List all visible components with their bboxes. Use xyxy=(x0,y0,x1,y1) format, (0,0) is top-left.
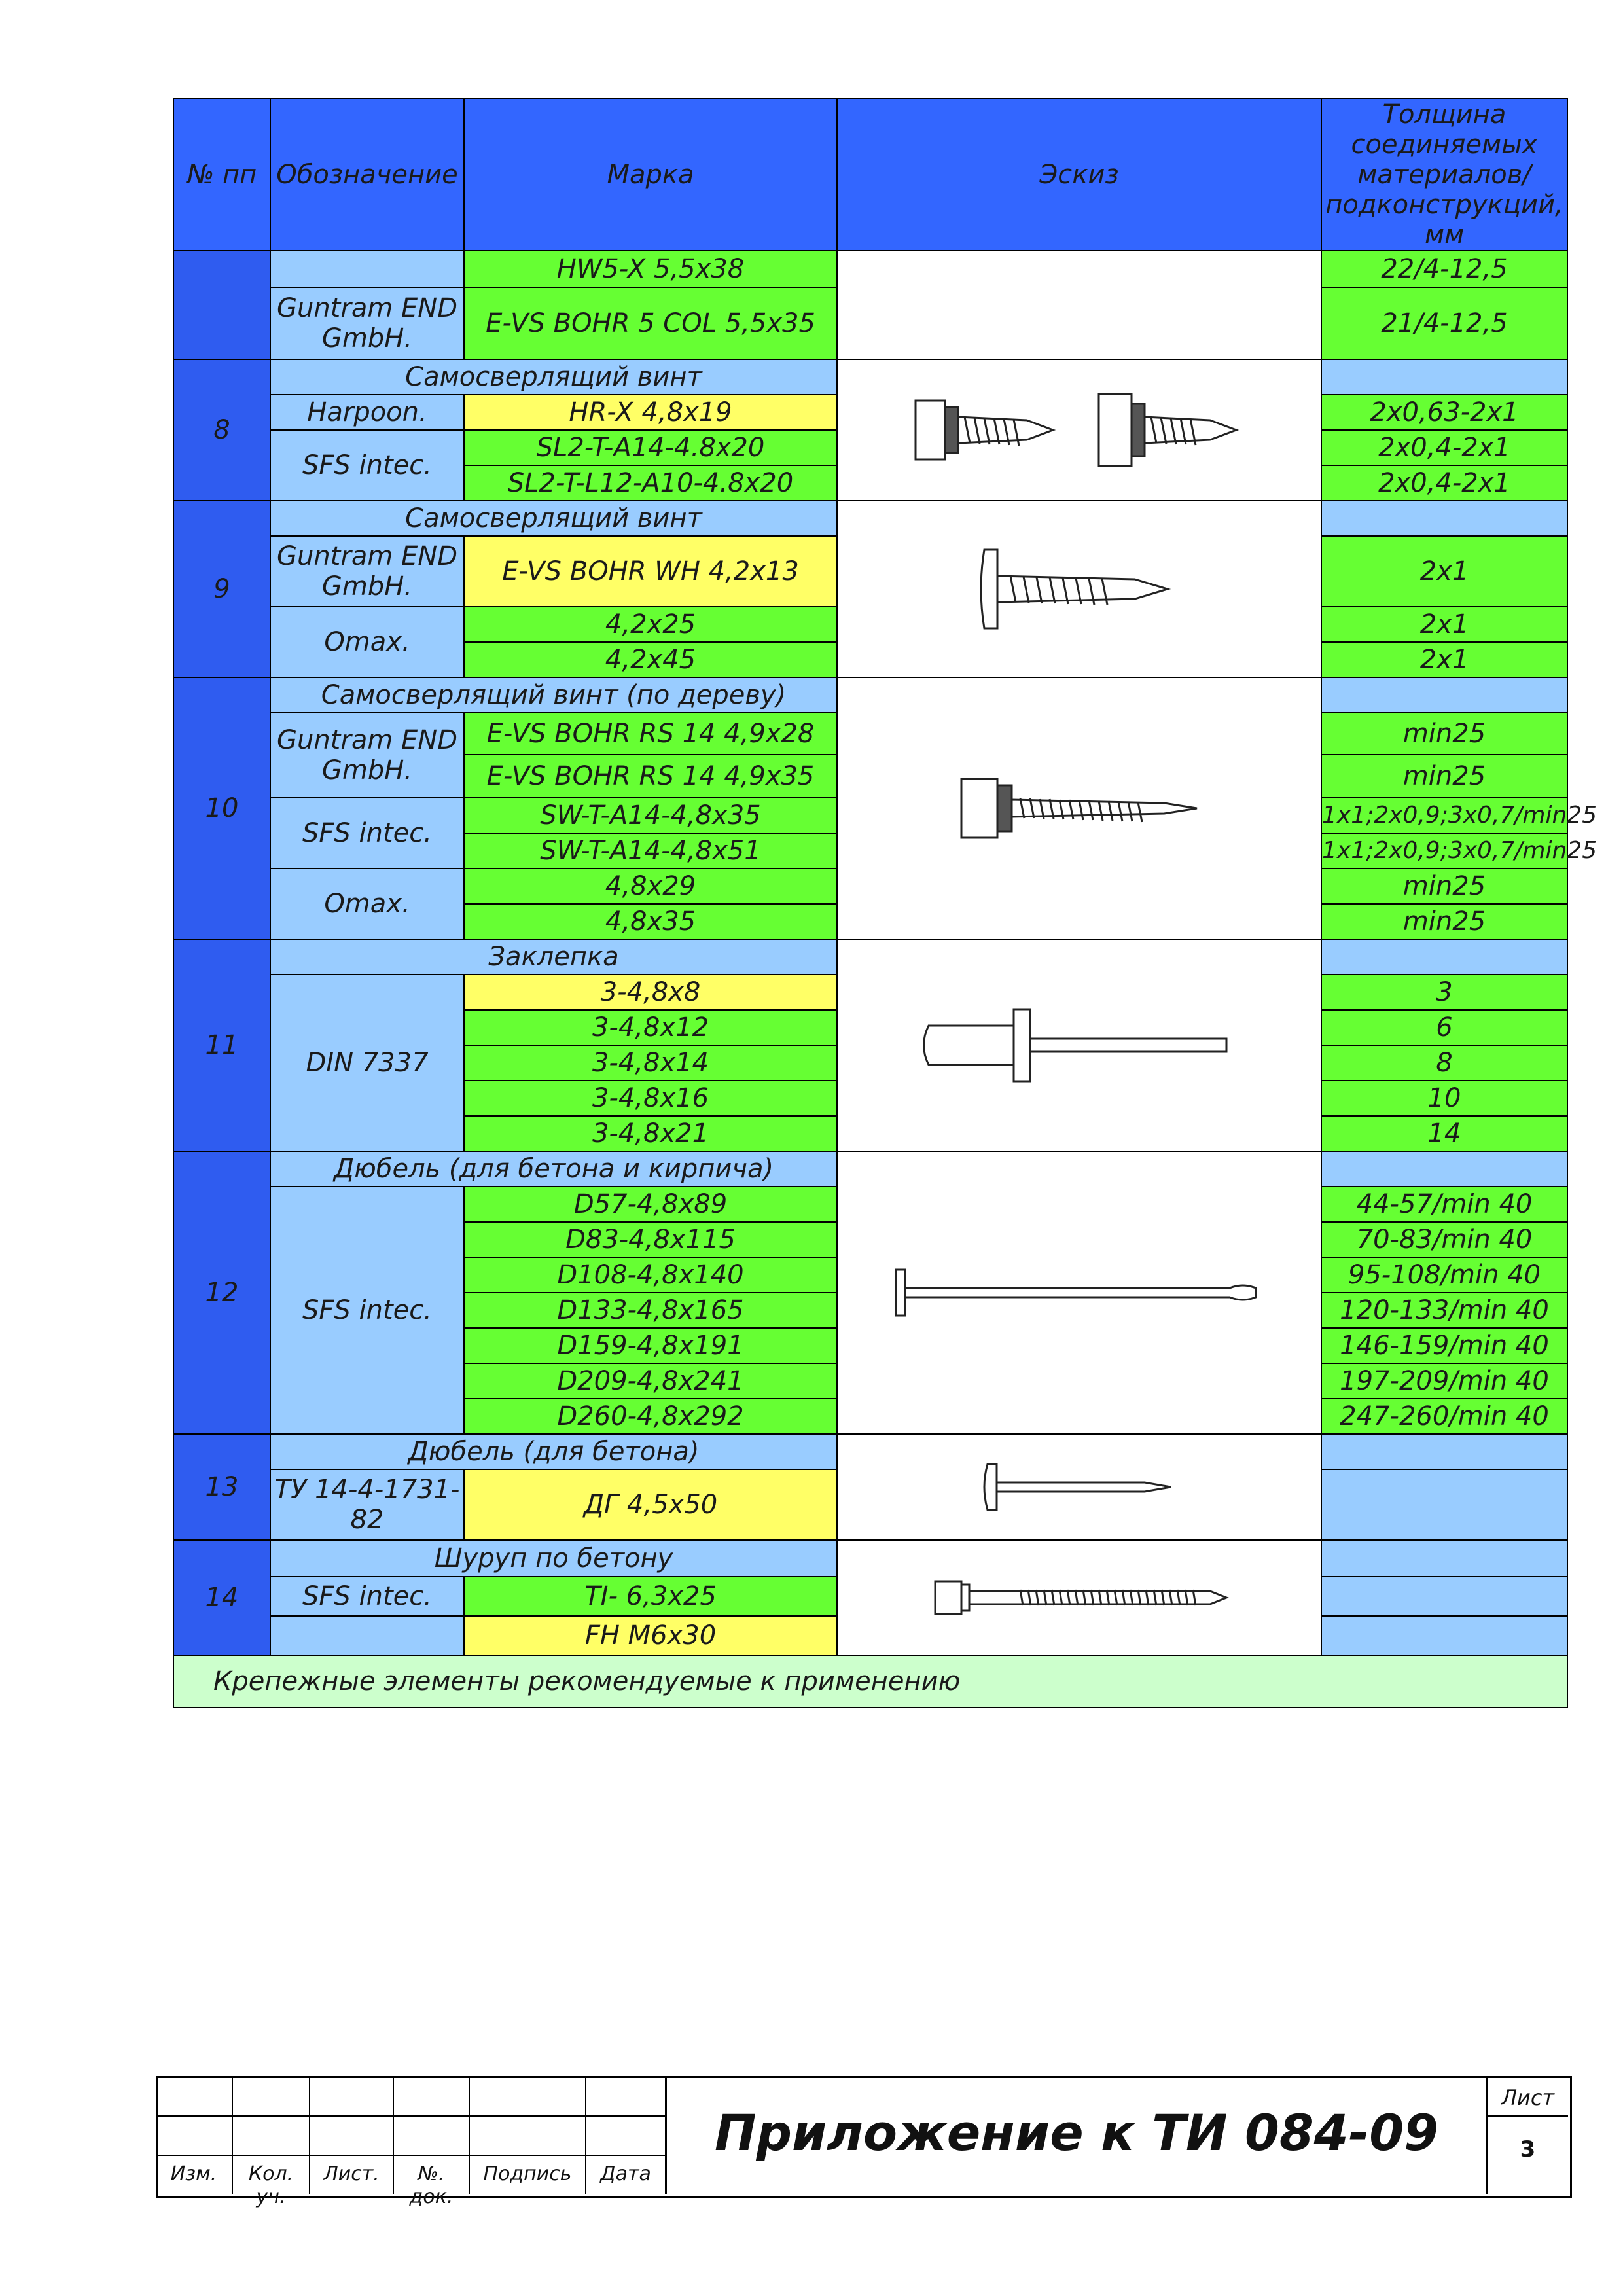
thickness-cell: 10 xyxy=(1321,1081,1567,1116)
brand-cell: ДГ 4,5x50 xyxy=(464,1469,837,1540)
thickness-cell: 1x1;2x0,9;3x0,7/min25 xyxy=(1321,833,1567,869)
thickness-cell xyxy=(1321,359,1567,395)
thickness-cell: 6 xyxy=(1321,1010,1567,1045)
brand-cell: FH M6x30 xyxy=(464,1616,837,1655)
thickness-cell: 2x0,4-2x1 xyxy=(1321,430,1567,465)
designation-cell: DIN 7337 xyxy=(270,975,464,1151)
brand-cell: 3-4,8x12 xyxy=(464,1010,837,1045)
row-num: 14 xyxy=(173,1540,270,1655)
brand-cell: HW5-X 5,5x38 xyxy=(464,251,837,287)
thickness-cell: 22/4-12,5 xyxy=(1321,251,1567,287)
brand-cell: 3-4,8x16 xyxy=(464,1081,837,1116)
brand-cell: E-VS BOHR RS 14 4,9x35 xyxy=(464,755,837,798)
legend-text: Крепежные элементы рекомендуемые к применению xyxy=(173,1655,1567,1708)
sheet-number: 3 xyxy=(1520,2136,1536,2162)
col-date: Дата xyxy=(600,2162,651,2185)
thickness-cell xyxy=(1321,1616,1567,1655)
group-title: Самосверлящий винт xyxy=(270,359,837,395)
designation-cell: SFS intec. xyxy=(270,798,464,869)
group-title: Самосверлящий винт xyxy=(270,501,837,536)
thickness-cell: 2x0,4-2x1 xyxy=(1321,465,1567,501)
header-thickness: Толщина соединяемых материалов/подконструкций, мм xyxy=(1321,99,1567,251)
header-num: № пп xyxy=(173,99,270,251)
col-list: Лист. xyxy=(323,2162,380,2185)
wood-screw-icon xyxy=(948,753,1210,864)
col-signature: Подпись xyxy=(483,2162,572,2185)
brand-cell: D159-4,8x191 xyxy=(464,1328,837,1363)
row-num: 13 xyxy=(173,1434,270,1540)
brand-cell: SW-T-A14-4,8x35 xyxy=(464,798,837,833)
brand-cell: TI- 6,3x25 xyxy=(464,1577,837,1616)
col-izm: Изм. xyxy=(170,2162,217,2185)
table-row xyxy=(173,251,1567,287)
designation-cell xyxy=(270,251,464,287)
thickness-cell xyxy=(1321,1469,1567,1540)
designation-cell: SFS intec. xyxy=(270,1577,464,1616)
header-brand: Марка xyxy=(464,99,837,251)
brand-cell: D209-4,8x241 xyxy=(464,1363,837,1399)
thickness-cell: 2x1 xyxy=(1321,536,1567,607)
brand-cell: 4,2x25 xyxy=(464,607,837,642)
table-row xyxy=(173,677,1567,713)
designation-cell: Guntram END GmbH. xyxy=(270,713,464,798)
thickness-cell: 14 xyxy=(1321,1116,1567,1151)
thickness-cell: 1x1;2x0,9;3x0,7/min25 xyxy=(1321,798,1567,833)
table-row xyxy=(173,501,1567,536)
brand-cell: SW-T-A14-4,8x51 xyxy=(464,833,837,869)
thickness-cell: 247-260/min 40 xyxy=(1321,1399,1567,1434)
thickness-cell xyxy=(1321,1151,1567,1187)
thickness-cell: 146-159/min 40 xyxy=(1321,1328,1567,1363)
thickness-cell: 2x1 xyxy=(1321,607,1567,642)
brand-cell: D108-4,8x140 xyxy=(464,1257,837,1293)
brand-cell: 3-4,8x8 xyxy=(464,975,837,1010)
table-header-row xyxy=(173,99,1567,251)
thickness-cell: 70-83/min 40 xyxy=(1321,1222,1567,1257)
row-num: 10 xyxy=(173,677,270,939)
thickness-cell: min25 xyxy=(1321,713,1567,755)
thickness-cell xyxy=(1321,501,1567,536)
designation-cell: Guntram END GmbH. xyxy=(270,287,464,359)
brand-cell: E-VS BOHR WH 4,2x13 xyxy=(464,536,837,607)
document-title: Приложение к ТИ 084-09 xyxy=(715,2104,1438,2162)
group-title: Дюбель (для бетона) xyxy=(270,1434,837,1469)
thickness-cell: 2x0,63-2x1 xyxy=(1321,395,1567,430)
designation-cell: SFS intec. xyxy=(270,1187,464,1434)
sketch-cell xyxy=(837,251,1321,359)
brand-cell: 4,8x29 xyxy=(464,869,837,904)
concrete-screw-icon xyxy=(922,1565,1236,1630)
brand-cell: SL2-T-A14-4.8x20 xyxy=(464,430,837,465)
header-sketch: Эскиз xyxy=(837,99,1321,251)
designation-cell: Omax. xyxy=(270,607,464,677)
brand-cell: E-VS BOHR 5 COL 5,5x35 xyxy=(464,287,837,359)
table-row xyxy=(173,1540,1567,1577)
brand-cell: D83-4,8x115 xyxy=(464,1222,837,1257)
sketch-cell xyxy=(837,1540,1321,1655)
table-row xyxy=(173,1434,1567,1469)
group-title: Дюбель (для бетона и кирпича) xyxy=(270,1151,837,1187)
row-num: 8 xyxy=(173,359,270,501)
thickness-cell: 197-209/min 40 xyxy=(1321,1363,1567,1399)
thickness-cell: 3 xyxy=(1321,975,1567,1010)
brand-cell: HR-X 4,8x19 xyxy=(464,395,837,430)
designation-cell: ТУ 14-4-1731-82 xyxy=(270,1469,464,1540)
header-designation: Обозначение xyxy=(270,99,464,251)
thickness-cell: 95-108/min 40 xyxy=(1321,1257,1567,1293)
row-num xyxy=(173,251,270,359)
thickness-cell: min25 xyxy=(1321,869,1567,904)
thickness-cell xyxy=(1321,1577,1567,1616)
designation-cell: Omax. xyxy=(270,869,464,939)
sheet-label: Лист xyxy=(1501,2085,1555,2110)
table-row xyxy=(173,939,1567,975)
col-doc: №. док. xyxy=(409,2162,454,2208)
thickness-cell: 8 xyxy=(1321,1045,1567,1081)
brand-cell: D260-4,8x292 xyxy=(464,1399,837,1434)
brand-cell: D133-4,8x165 xyxy=(464,1293,837,1328)
anchor-dowel-icon xyxy=(889,1263,1269,1322)
brand-cell: D57-4,8x89 xyxy=(464,1187,837,1222)
fasteners-table xyxy=(173,98,1597,1708)
thickness-cell: 44-57/min 40 xyxy=(1321,1187,1567,1222)
rivet-icon xyxy=(916,999,1243,1091)
col-kol-uch: Кол. уч. xyxy=(248,2162,294,2208)
thickness-cell: 21/4-12,5 xyxy=(1321,287,1567,359)
brand-cell: 4,8x35 xyxy=(464,904,837,939)
thickness-cell xyxy=(1321,1540,1567,1577)
sketch-cell xyxy=(837,939,1321,1151)
group-title: Шуруп по бетону xyxy=(270,1540,837,1577)
thickness-cell xyxy=(1321,939,1567,975)
self-drilling-screw-icon xyxy=(902,368,1256,492)
row-num: 12 xyxy=(173,1151,270,1434)
row-num: 11 xyxy=(173,939,270,1151)
thickness-cell xyxy=(1321,677,1567,713)
brand-cell: E-VS BOHR RS 14 4,9x28 xyxy=(464,713,837,755)
wafer-head-screw-icon xyxy=(971,530,1187,648)
legend-row xyxy=(173,1655,1567,1708)
group-title: Самосверлящий винт (по дереву) xyxy=(270,677,837,713)
sketch-cell xyxy=(837,1434,1321,1540)
thickness-cell: 120-133/min 40 xyxy=(1321,1293,1567,1328)
designation-cell: Harpoon. xyxy=(270,395,464,430)
brand-cell: SL2-T-L12-A10-4.8x20 xyxy=(464,465,837,501)
thickness-cell: min25 xyxy=(1321,755,1567,798)
thickness-cell: min25 xyxy=(1321,904,1567,939)
group-title: Заклепка xyxy=(270,939,837,975)
designation-cell: SFS intec. xyxy=(270,430,464,501)
table-row xyxy=(173,359,1567,395)
thickness-cell: 2x1 xyxy=(1321,642,1567,677)
row-num: 9 xyxy=(173,501,270,677)
table-row xyxy=(173,1151,1567,1187)
sketch-cell xyxy=(837,1151,1321,1434)
sketch-cell xyxy=(837,501,1321,677)
sketch-cell xyxy=(837,677,1321,939)
brand-cell: 3-4,8x14 xyxy=(464,1045,837,1081)
sketch-cell xyxy=(837,359,1321,501)
brand-cell: 4,2x45 xyxy=(464,642,837,677)
brand-cell: 3-4,8x21 xyxy=(464,1116,837,1151)
designation-cell xyxy=(270,1616,464,1655)
designation-cell: Guntram END GmbH. xyxy=(270,536,464,607)
nail-dowel-icon xyxy=(974,1451,1184,1523)
thickness-cell xyxy=(1321,1434,1567,1469)
